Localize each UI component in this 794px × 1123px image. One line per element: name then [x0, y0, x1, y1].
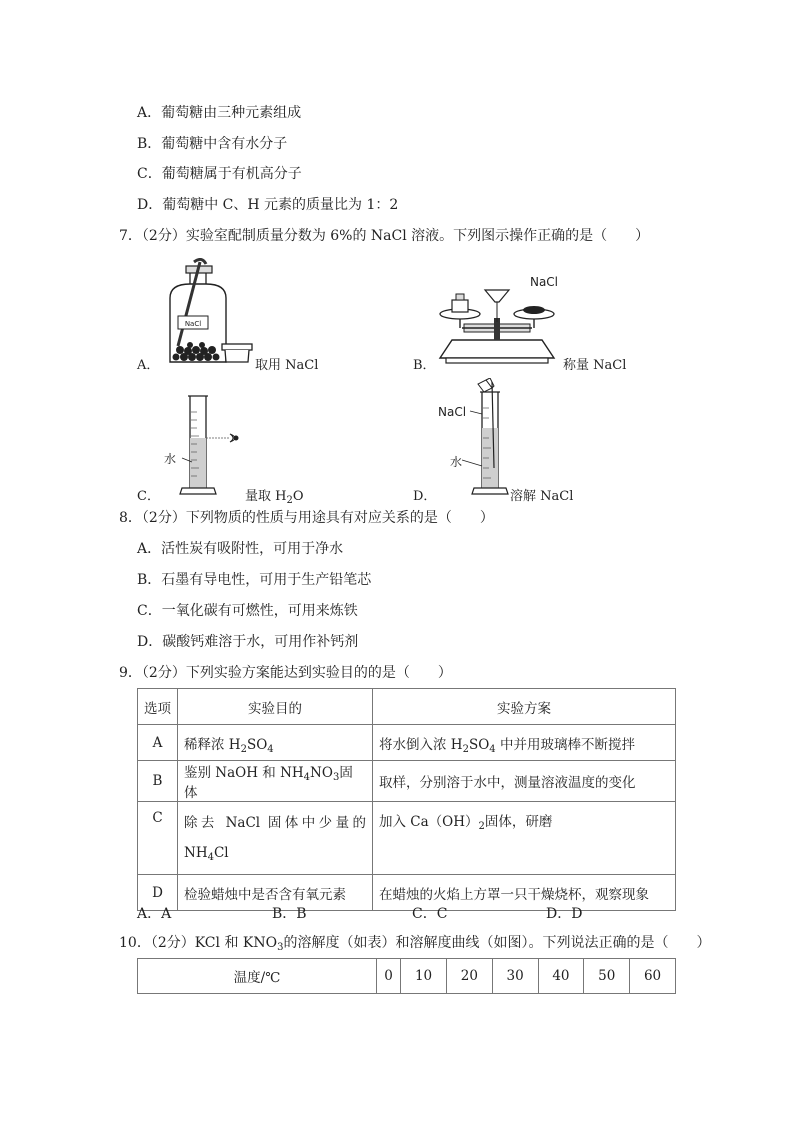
- q7-stem: 7．（2分）实验室配制质量分数为 6%的 NaCl 溶液。下列图示操作正确的是（ ）: [119, 228, 650, 244]
- q10-table: [137, 958, 676, 994]
- q9-answer-a: A．A: [137, 906, 172, 922]
- q9-table: [137, 688, 676, 911]
- row-d-option: D: [138, 875, 178, 911]
- q8-option-b: B．石墨有导电性，可用于生产铅笔芯: [137, 572, 372, 588]
- q6-option-a: A．葡萄糖由三种元素组成: [137, 105, 302, 121]
- row-c-plan: 加入 $Ca(OH)_2$固体，研磨: [373, 802, 676, 875]
- solid-label-d: NaCl: [438, 405, 467, 419]
- table-row: [138, 959, 676, 994]
- q9-answer-c: C．C: [412, 906, 448, 922]
- dish-label: NaCl: [529, 275, 559, 289]
- q8-option-d: D．碳酸钙难溶于水，可用作补钙剂: [137, 634, 359, 650]
- temp-cell: 20: [446, 959, 492, 994]
- header-option: 选项: [138, 689, 178, 725]
- q8-stem: 8．（2分）下列物质的性质与用途具有对应关系的是（ ）: [119, 510, 494, 526]
- row-d-aim: 检验蜡烛中是否含有氧元素: [178, 875, 373, 911]
- water-label-c: 水: [164, 452, 177, 466]
- row-d-plan: 在蜡烛的火焰上方罩一只干燥烧杯，观察现象: [373, 875, 676, 911]
- temp-cell: 60: [630, 959, 676, 994]
- q6-option-b: B．葡萄糖中含有水分子: [137, 136, 288, 152]
- q9-answer-d: D．D: [546, 906, 583, 922]
- row-a-aim: 稀释浓 $H_2SO_4$: [178, 725, 373, 761]
- q7-fig-b-caption: 称量 NaCl: [563, 358, 627, 373]
- row-c-aim: 除去 NaCl 固体中少量的 $NH_4Cl$: [178, 802, 373, 875]
- temp-cell: 10: [401, 959, 447, 994]
- q7-fig-a-caption: 取用 NaCl: [255, 358, 319, 373]
- q8-option-a: A．活性炭有吸附性，可用于净水: [137, 541, 344, 557]
- row-a-option: A: [138, 725, 178, 761]
- q7-fig-c-letter: C．: [137, 489, 160, 504]
- row-a-plan: 将水倒入浓 $H_2SO_4$ 中并用玻璃棒不断搅拌: [373, 725, 676, 761]
- q7-fig-d-caption: 溶解 NaCl: [510, 489, 574, 504]
- row-b-aim: 鉴别 NaOH 和 $NH_4NO_3$固体: [178, 761, 373, 802]
- temp-cell: 50: [584, 959, 630, 994]
- row-c-option: C: [138, 802, 178, 875]
- q7-fig-b-letter: B．: [413, 358, 436, 373]
- reagent-jar-figure: [160, 258, 270, 370]
- q9-answer-b: B．B: [272, 906, 307, 922]
- temp-cell: 0: [377, 959, 401, 994]
- table-row: [138, 761, 676, 802]
- table-row: [138, 802, 676, 875]
- dissolving-figure: [436, 378, 516, 500]
- q10-stem: 10．（2分）KCl 和 $KNO_3$的溶解度（如表）和溶解度曲线（如图）。下列说法正确的是（ ）: [119, 935, 711, 953]
- table-row: [138, 875, 676, 911]
- q7-fig-d-letter: D．: [413, 489, 437, 504]
- q9-stem: 9．（2分）下列实验方案能达到实验目的的是（ ）: [119, 665, 452, 681]
- q6-option-c: C．葡萄糖属于有机高分子: [137, 166, 302, 182]
- q7-fig-c-caption: 量取 $H_2O$: [245, 489, 304, 506]
- temp-cell: 30: [492, 959, 538, 994]
- row-b-option: B: [138, 761, 178, 802]
- header-aim: 实验目的: [178, 689, 373, 725]
- q8-option-c: C．一氧化碳有可燃性，可用来炼铁: [137, 603, 358, 619]
- q6-option-d: D．葡萄糖中 C、H 元素的质量比为 1：2: [137, 197, 399, 213]
- table-row: [138, 725, 676, 761]
- jar-label: NaCl: [184, 320, 202, 328]
- temp-cell: 40: [538, 959, 584, 994]
- water-label-d: 水: [450, 455, 463, 469]
- balance-figure: [432, 272, 562, 370]
- table-row: [138, 689, 676, 725]
- row-b-plan: 取样，分别溶于水中，测量溶液温度的变化: [373, 761, 676, 802]
- header-plan: 实验方案: [373, 689, 676, 725]
- temp-header: 温度/℃: [138, 959, 377, 994]
- measuring-cylinder-figure: [160, 392, 250, 500]
- q7-fig-a-letter: A．: [137, 358, 160, 373]
